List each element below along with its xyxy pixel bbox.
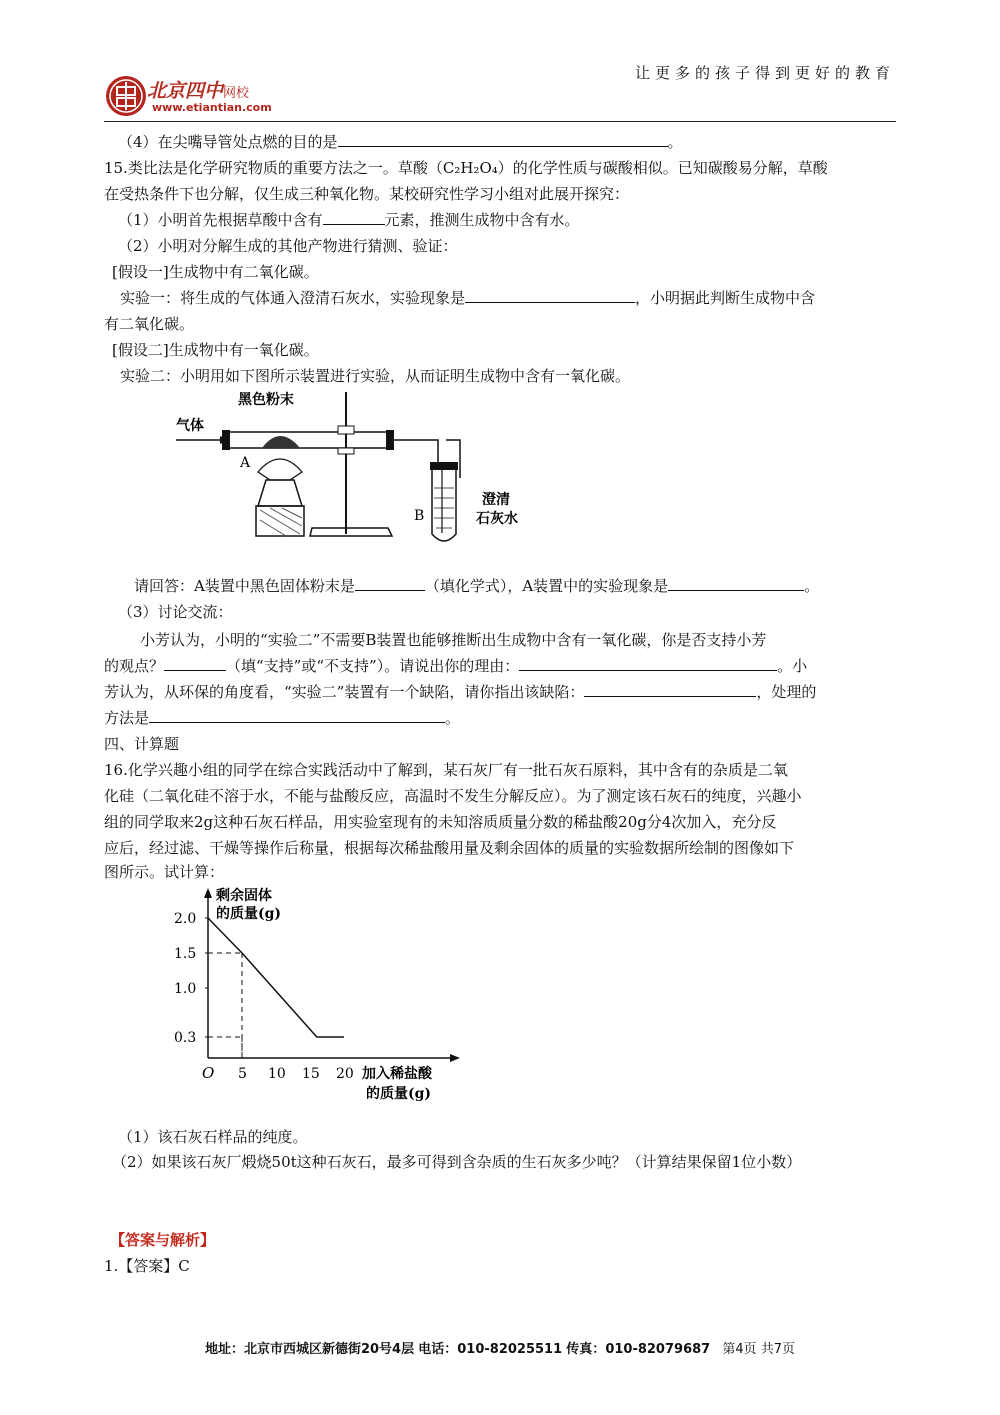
discussion-line3: 芳认为，从环保的角度看，“实验二”装置有一个缺陷，请你指出该缺陷： ，处理的	[104, 683, 817, 701]
x-axis-arrow-icon	[450, 1054, 460, 1062]
experiment-2: 实验二：小明用如下图所示装置进行实验，从而证明生成物中含有一氧化碳。	[120, 367, 631, 385]
discussion-line1: 小芳认为，小明的“实验二”不需要B装置也能够推断出生成物中含有一氧化碳，你是否支持小芳	[140, 631, 767, 649]
q16-line1: 16.化学兴趣小组的同学在综合实践活动中了解到，某石灰厂有一批石灰石原料，其中含有的杂质是二氧	[104, 761, 788, 779]
limewater-liquid	[434, 488, 454, 528]
flame-icon	[258, 459, 302, 480]
q15-answer-a: 请回答：A装置中黑色固体粉末是 （填化学式），A装置中的实验现象是 。	[134, 577, 820, 595]
x-axis-label-2: 的质量(g)	[366, 1086, 432, 1102]
apparatus-diagram	[170, 388, 540, 558]
q16-line2: 化硅（二氧化硅不溶于水，不能与盐酸反应，高温时不发生分解反应）。为了测定该石灰石的纯度，兴趣小	[104, 787, 802, 805]
x-tick-label: 20	[336, 1066, 354, 1082]
y-axis-label-2: 的质量(g)	[216, 906, 282, 922]
q14-4: （4）在尖嘴导管处点燃的目的是 。	[118, 133, 683, 151]
stand-base	[310, 528, 392, 536]
logo-name: 北京四中网校	[147, 80, 250, 102]
test-tube-stopper	[430, 462, 458, 470]
hypothesis-1: [假设一]生成物中有二氧化碳。	[112, 263, 319, 281]
mass-chart	[170, 882, 470, 1112]
discussion-line4: 方法是 。	[104, 709, 461, 727]
answer-heading: 【答案与解析】	[110, 1231, 216, 1249]
x-tick-label: 15	[302, 1066, 320, 1082]
x-axis-label-1: 加入稀盐酸	[362, 1066, 432, 1082]
clamp	[338, 426, 354, 434]
powder-label: 黑色粉末	[238, 392, 294, 408]
logo-url: www.etiantian.com	[152, 101, 272, 114]
series-line	[208, 918, 344, 1037]
discussion-line2: 的观点？ （填“支持”或“不支持”）。请说出你的理由： 。小	[104, 657, 808, 675]
q15-1: （1）小明首先根据草酸中含有 元素，推测生成物中含有水。	[118, 211, 580, 229]
logo-icon	[104, 74, 148, 118]
clamp-lower	[338, 448, 354, 454]
label-a: A	[240, 455, 251, 471]
experiment-1: 实验一：将生成的气体通入澄清石灰水，实验现象是 ，小明据此判断生成物中含	[120, 289, 816, 307]
origin-label: O	[202, 1064, 215, 1082]
hypothesis-2: [假设二]生成物中有一氧化碳。	[112, 341, 319, 359]
y-tick-label: 0.3	[174, 1030, 197, 1046]
block-hatch	[260, 508, 302, 536]
q16-line5: 图所示。试计算：	[104, 863, 225, 881]
stopper-right	[386, 430, 394, 450]
q15-line1: 15.类比法是化学研究物质的重要方法之一。草酸（C₂H₂O₄）的化学性质与碳酸相似。已知碳酸易分解，草酸	[104, 159, 828, 177]
alcohol-lamp	[258, 480, 302, 506]
footer: 地址：北京市西城区新德街20号4层 电话：010-82025511 传真：010-82079687 第4页 共7页	[204, 1342, 796, 1357]
stopper-left	[222, 430, 230, 450]
y-axis-arrow-icon	[204, 888, 212, 898]
q15-2: （2）小明对分解生成的其他产物进行猜测、验证：	[118, 237, 458, 255]
answer-1: 1.【答案】C	[104, 1257, 190, 1275]
q16-line4: 应后，经过滤、干燥等操作后称量，根据每次稀盐酸用量及剩余固体的质量的实验数据所绘制的图像如下	[104, 839, 795, 857]
y-tick-label: 2.0	[174, 911, 197, 927]
limewater-label-2: 石灰水	[476, 511, 518, 527]
black-powder	[262, 436, 300, 448]
glass-tube	[228, 432, 388, 448]
gas-label: 气体	[176, 418, 204, 434]
limewater-label-1: 澄清	[482, 492, 510, 508]
delivery-tube-2	[446, 440, 460, 478]
q16-line3: 组的同学取来2g这种石灰石样品，用实验室现有的未知溶质质量分数的稀盐酸20g分4次加入，充分反	[104, 813, 777, 831]
header-slogan: 让更多的孩子得到更好的教育	[634, 64, 895, 82]
y-axis-label-1: 剩余固体	[216, 888, 272, 904]
test-tube	[432, 470, 456, 541]
q15-line2: 在受热条件下也分解，仅生成三种氧化物。某校研究性学习小组对此展开探究：	[104, 185, 630, 203]
label-b: B	[414, 508, 425, 524]
experiment-1-cont: 有二氧化碳。	[104, 315, 195, 333]
x-tick-label: 10	[268, 1066, 286, 1082]
y-tick-label: 1.5	[174, 946, 197, 962]
header-divider	[104, 121, 896, 122]
q15-3: （3）讨论交流：	[118, 603, 233, 621]
y-tick-label: 1.0	[174, 981, 197, 997]
q16-1: （1）该石灰石样品的纯度。	[118, 1128, 308, 1146]
section-4-heading: 四、计算题	[104, 735, 180, 753]
x-tick-label: 5	[238, 1066, 247, 1082]
q16-2: （2）如果该石灰厂煅烧50t这种石灰石，最多可得到含杂质的生石灰多少吨？（计算结果保留1位小数）	[112, 1153, 802, 1171]
